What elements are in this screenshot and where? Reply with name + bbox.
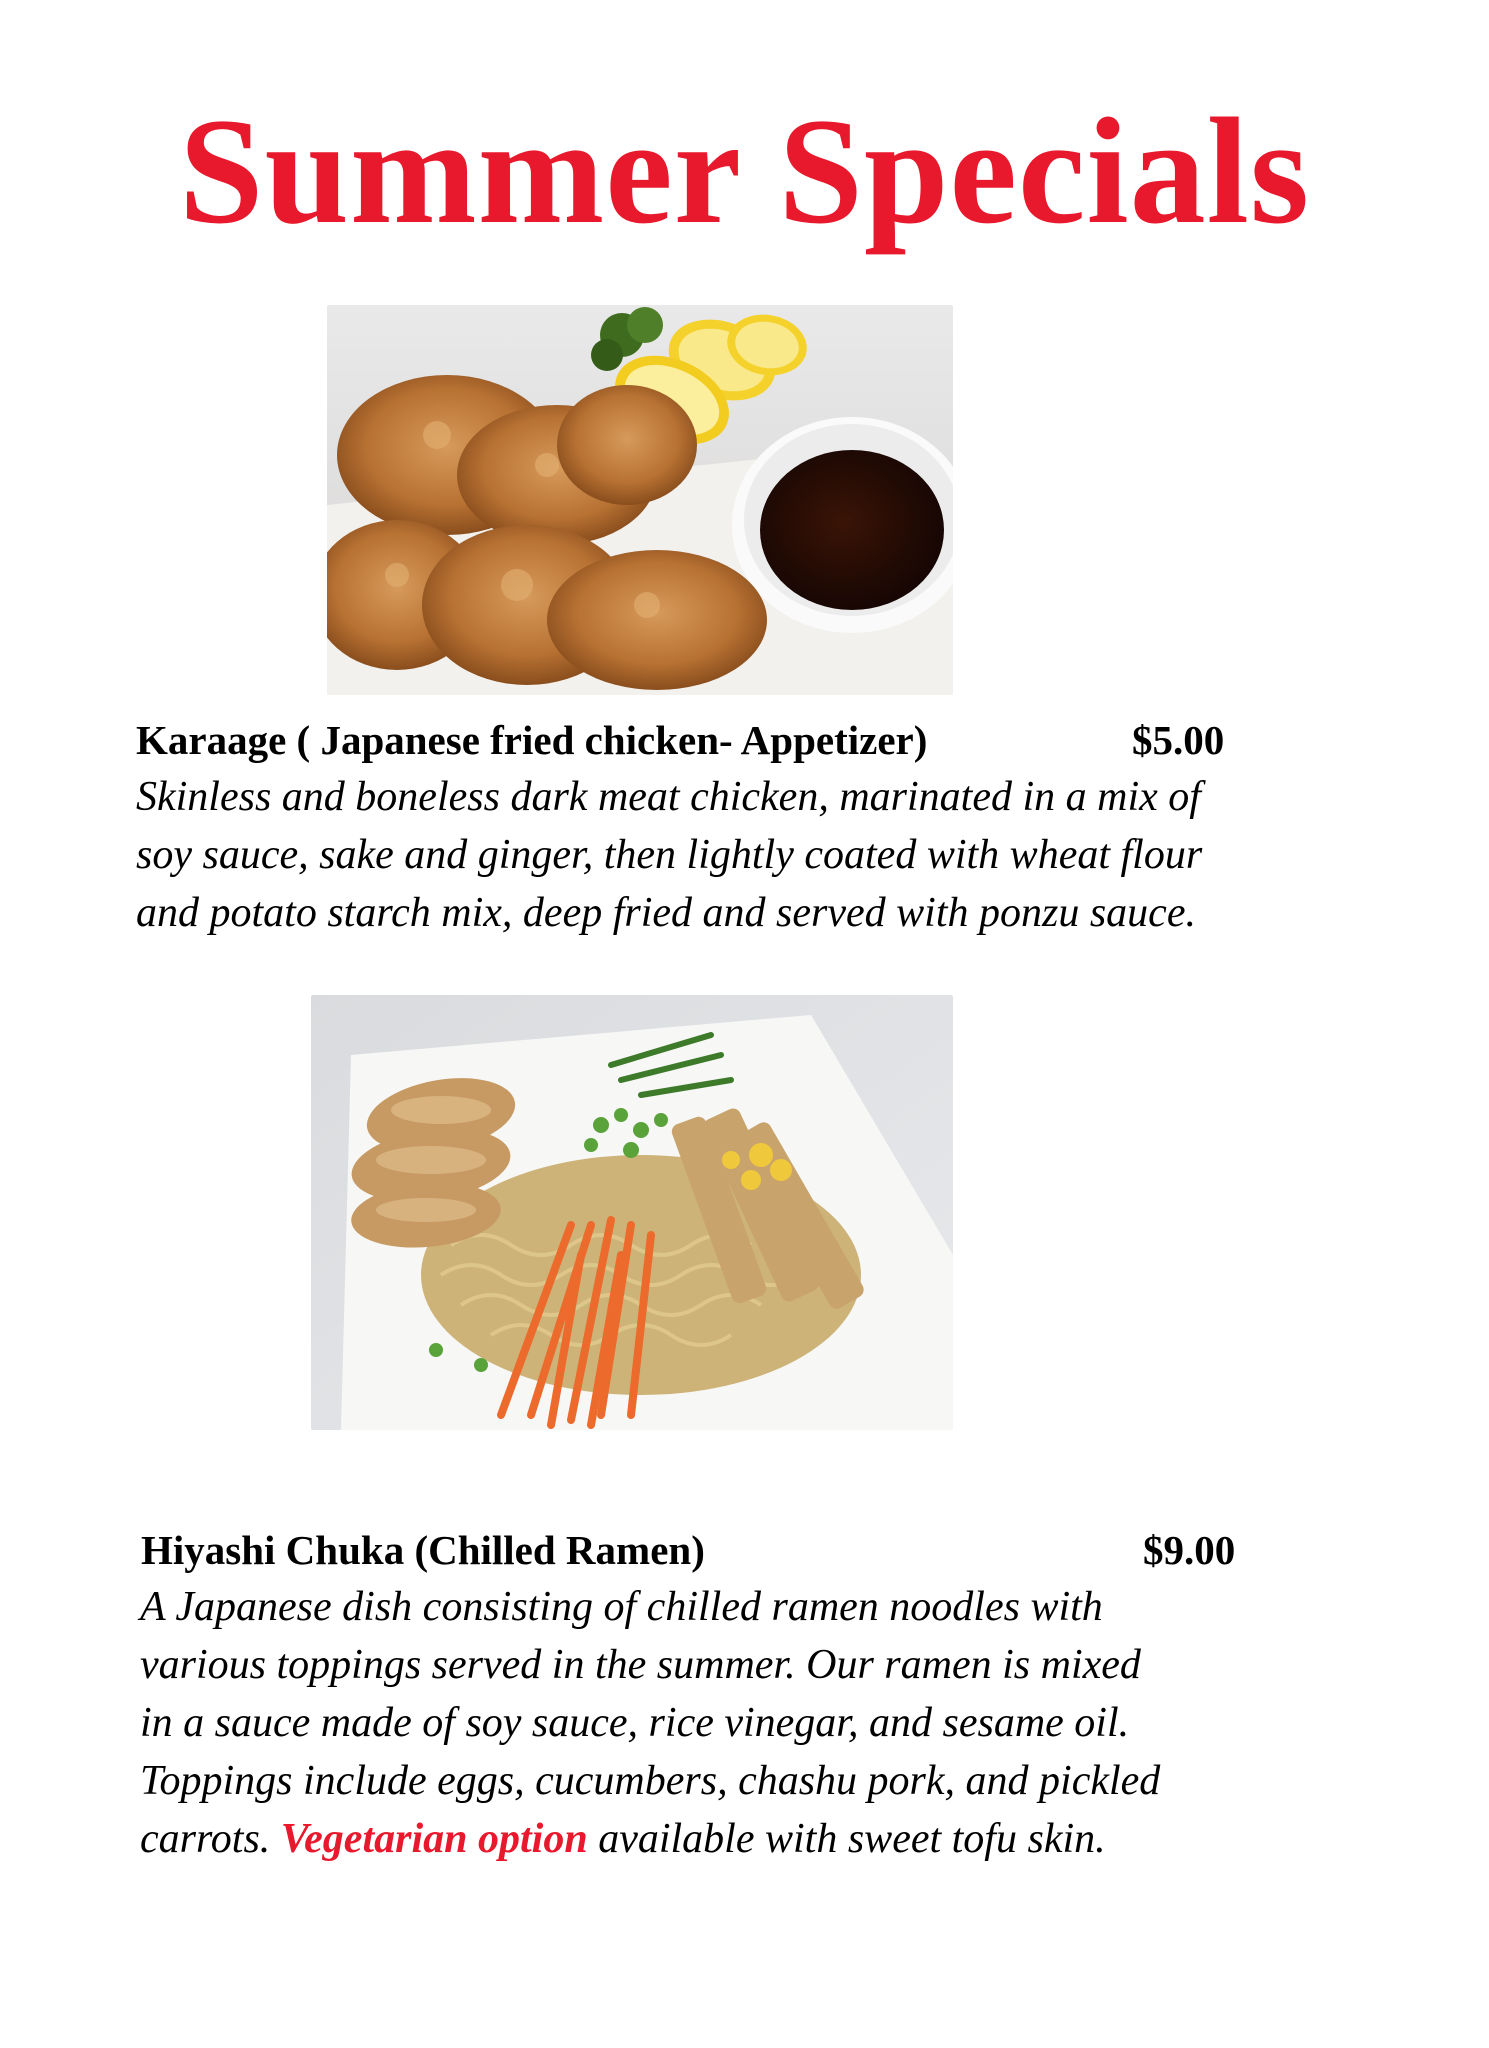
hiyashi-chuka-description [140, 1578, 1160, 1868]
karaage-price: $5.00 [1132, 717, 1225, 763]
chilled-ramen-photo [311, 995, 953, 1430]
description-line: Toppings include eggs, cucumbers, chashu pork, and pickled [140, 1758, 1161, 1804]
karaage-description [136, 768, 1202, 942]
description-line: soy sauce, sake and ginger, then lightly coated with wheat flour [136, 832, 1203, 878]
description-line: A Japanese dish consisting of chilled ramen noodles with [140, 1584, 1103, 1630]
hiyashi-chuka-price: $9.00 [1143, 1527, 1236, 1573]
description-line: in a sauce made of soy sauce, rice vinegar, and sesame oil. [140, 1700, 1130, 1746]
page-title: Summer Specials [178, 87, 1311, 255]
description-line-last [140, 1810, 1160, 1868]
description-line: and potato starch mix, deep fried and served with ponzu sauce. [136, 890, 1196, 936]
description-line: various toppings served in the summer. Our ramen is mixed [140, 1642, 1141, 1688]
fried-chicken-photo [327, 305, 953, 695]
vegetarian-option-highlight: Vegetarian option [280, 1816, 588, 1862]
description-text: carrots. [140, 1816, 281, 1862]
description-text: available with sweet tofu skin. [587, 1816, 1106, 1862]
description-line: Skinless and boneless dark meat chicken, marinated in a mix of [136, 774, 1201, 820]
hiyashi-chuka-name: Hiyashi Chuka (Chilled Ramen) [141, 1527, 705, 1573]
karaage-name: Karaage ( Japanese fried chicken- Appetizer) [136, 717, 928, 763]
